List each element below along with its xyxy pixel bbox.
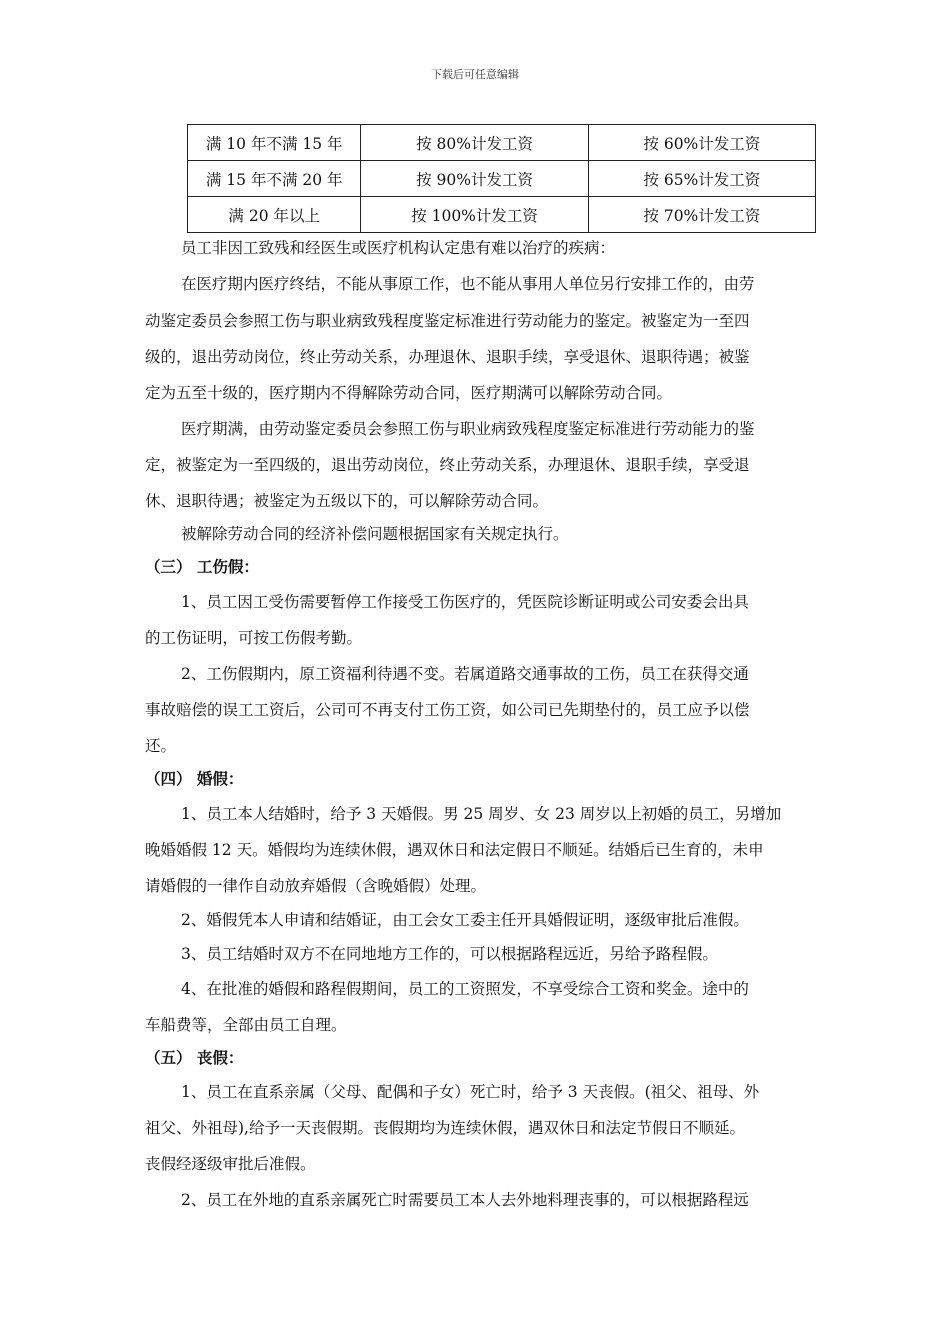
text-line: 在医疗期内医疗终结，不能从事原工作，也不能从事用人单位另行安排工作的，由劳 [181, 275, 755, 293]
text-line: 医疗期满，由劳动鉴定委员会参照工伤与职业病致残程度鉴定标准进行劳动能力的鉴 [181, 420, 755, 438]
table-cell: 按 90%计发工资 [361, 161, 588, 197]
pay-table [187, 124, 816, 233]
text-line: 祖父、外祖母),给予一天丧假期。丧假期均为连续休假，遇双休日和法定节假日不顺延。 [145, 1119, 745, 1137]
table-cell: 按 100%计发工资 [361, 197, 588, 233]
table-cell: 按 70%计发工资 [588, 197, 815, 233]
text-line: 级的，退出劳动岗位，终止劳动关系，办理退休、退职手续，享受退休、退职待遇；被鉴 [145, 348, 750, 366]
section-heading: （五） 丧假： [145, 1048, 244, 1067]
text-line: 的工伤证明，可按工伤假考勤。 [145, 629, 363, 647]
table-cell: 按 60%计发工资 [588, 125, 815, 161]
text-line: 1、员工本人结婚时，给予 3 天婚假。男 25 周岁、女 23 周岁以上初婚的员工，另增加 [181, 805, 782, 823]
text-line: 2、婚假凭本人申请和结婚证，由工会女工委主任开具婚假证明，逐级审批后准假。 [181, 911, 749, 929]
table-row [188, 197, 816, 233]
text-line: 1、员工在直系亲属（父母、配偶和子女）死亡时，给予 3 天丧假。(祖父、祖母、外 [181, 1083, 760, 1101]
table-cell: 满 15 年不满 20 年 [188, 161, 361, 197]
text-line: 休、退职待遇；被鉴定为五级以下的，可以解除劳动合同。 [145, 492, 549, 510]
text-line: 2、员工在外地的直系亲属死亡时需要员工本人去外地料理丧事的，可以根据路程远 [181, 1191, 749, 1209]
text-line: 车船费等，全部由员工自理。 [145, 1016, 347, 1034]
text-line: 还。 [145, 737, 177, 755]
text-line: 1、员工因工受伤需要暂停工作接受工伤医疗的，凭医院诊断证明或公司安委会出具 [181, 593, 749, 611]
table-cell: 按 65%计发工资 [588, 161, 815, 197]
text-line: 2、工伤假期内，原工资福利待遇不变。若属道路交通事故的工伤，员工在获得交通 [181, 665, 749, 683]
text-line: 晚婚婚假 12 天。婚假均为连续休假，遇双休日和法定假日不顺延。结婚后已生育的，未申 [145, 841, 764, 859]
text-line: 动鉴定委员会参照工伤与职业病致残程度鉴定标准进行劳动能力的鉴定。被鉴定为一至四 [145, 312, 750, 330]
text-line: 员工非因工致残和经医生或医疗机构认定患有难以治疗的疾病： [181, 239, 616, 257]
table-row [188, 125, 816, 161]
table-cell: 按 80%计发工资 [361, 125, 588, 161]
text-line: 定，被鉴定为一至四级的，退出劳动岗位，终止劳动关系，办理退休、退职手续，享受退 [145, 456, 750, 474]
table-cell: 满 10 年不满 15 年 [188, 125, 361, 161]
page-header: 下载后可任意编辑 [431, 68, 519, 81]
text-line: 3、员工结婚时双方不在同地地方工作的，可以根据路程远近，另给予路程假。 [181, 945, 718, 963]
text-line: 请婚假的一律作自动放弃婚假（含晚婚假）处理。 [145, 877, 487, 895]
text-line: 定为五至十级的，医疗期内不得解除劳动合同，医疗期满可以解除劳动合同。 [145, 384, 673, 402]
section-heading: （三） 工伤假： [145, 557, 259, 576]
table-cell: 满 20 年以上 [188, 197, 361, 233]
text-line: 被解除劳动合同的经济补偿问题根据国家有关规定执行。 [181, 525, 569, 543]
text-line: 事故赔偿的误工工资后，公司可不再支付工伤工资，如公司已先期垫付的，员工应予以偿 [145, 701, 750, 719]
text-line: 4、在批准的婚假和路程假期间，员工的工资照发，不享受综合工资和奖金。途中的 [181, 980, 749, 998]
table-row [188, 161, 816, 197]
section-heading: （四） 婚假： [145, 769, 244, 788]
text-line: 丧假经逐级审批后准假。 [145, 1155, 316, 1173]
